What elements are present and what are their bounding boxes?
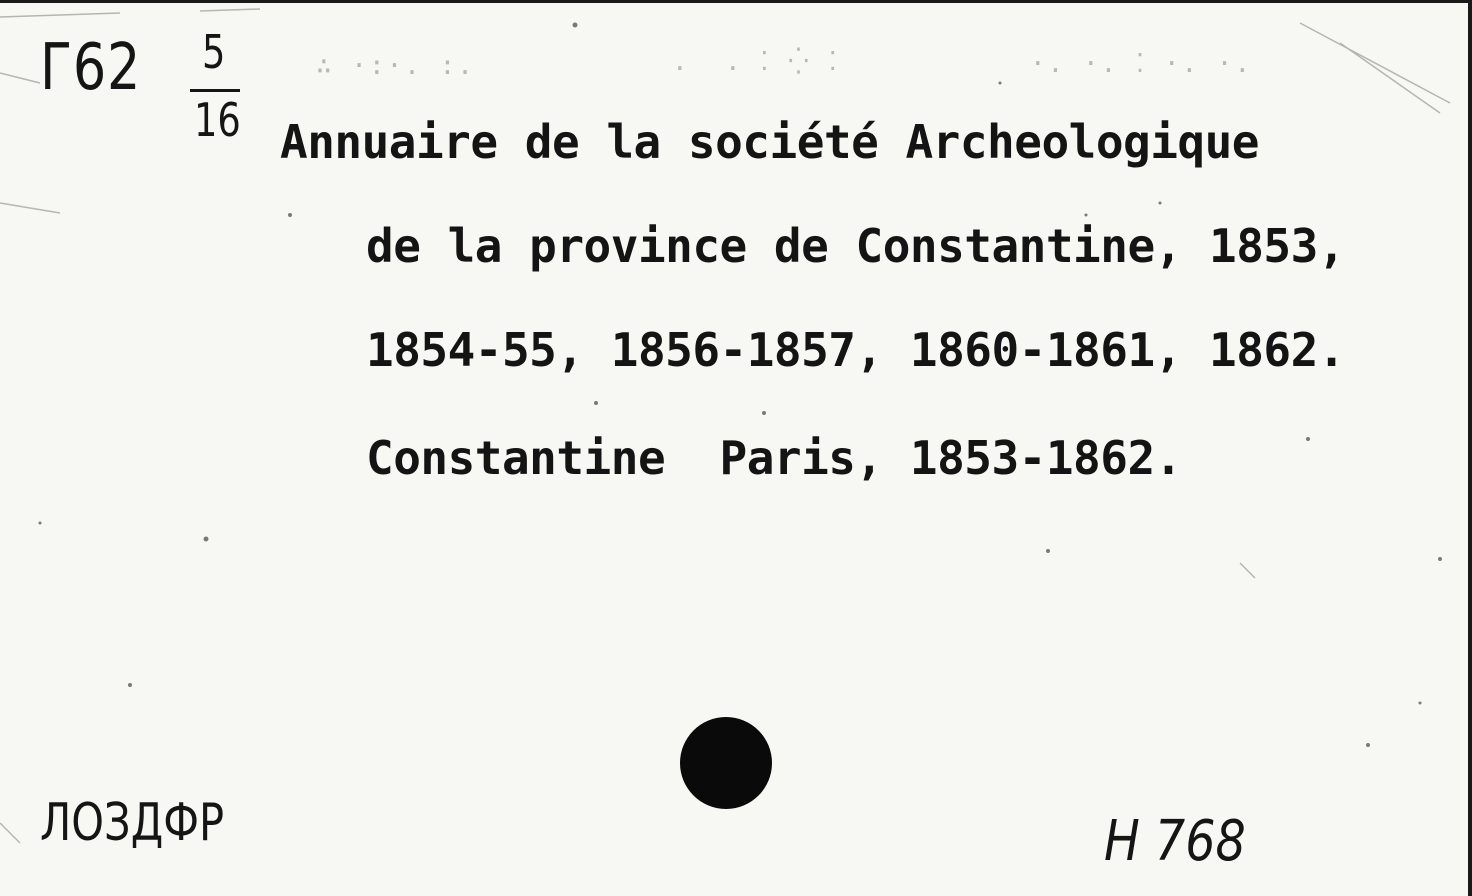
- faded-text-3: ·. ·. ⁚ ·. ·.: [1030, 49, 1253, 79]
- shelf-fraction-denominator: 16: [194, 93, 241, 147]
- handwritten-note-left: ЛОЗДФР: [40, 793, 225, 853]
- entry-line-4: Constantine Paris, 1853-1862.: [366, 431, 1182, 485]
- faded-text-2: . . ⁚ ⁛ ⁚: [672, 47, 839, 77]
- card-punch-hole: [680, 717, 772, 809]
- entry-line-3: 1854-55, 1856-1857, 1860-1861, 1862.: [366, 323, 1345, 377]
- shelf-fraction: [186, 25, 256, 155]
- fraction-bar: [190, 89, 240, 92]
- handwritten-note-right: Н 768: [1104, 809, 1246, 874]
- shelf-fraction-numerator: 5: [202, 25, 226, 79]
- shelf-mark: Г62: [40, 31, 142, 105]
- entry-line-1: Annuaire de la société Archeologique: [280, 115, 1259, 169]
- faded-text-1: ∴ ·:·. :.: [316, 51, 475, 81]
- entry-line-2: de la province de Constantine, 1853,: [366, 219, 1345, 273]
